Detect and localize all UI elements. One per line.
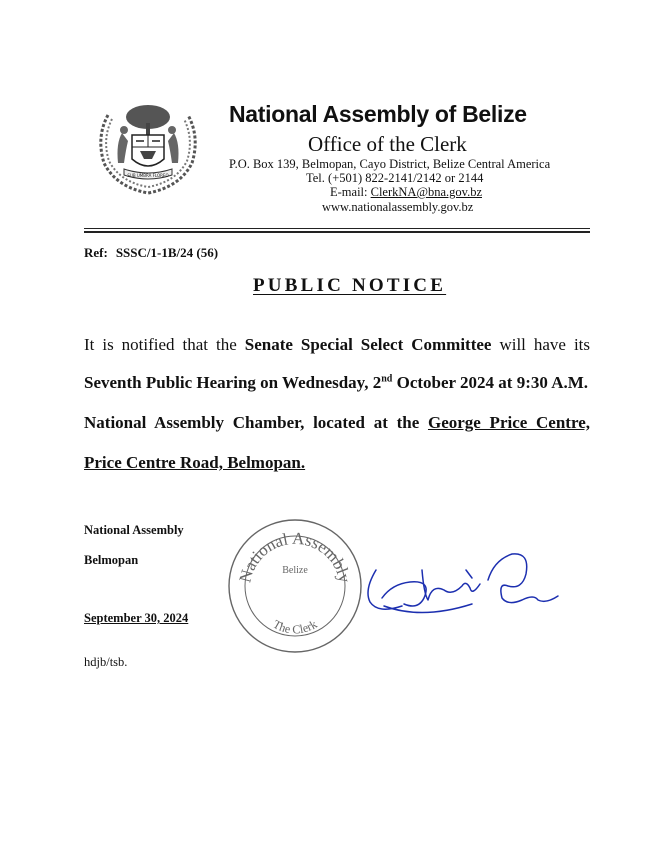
svg-text:SUB UMBRA FLOREO: SUB UMBRA FLOREO	[127, 173, 169, 178]
venue: National Assembly Chamber, located at the	[84, 413, 428, 432]
committee-name: Senate Special Select Committee	[244, 335, 492, 354]
email-link[interactable]: ClerkNA@bna.gov.bz	[370, 185, 482, 199]
reference-initials: hdjb/tsb.	[84, 655, 128, 669]
body-text: at	[494, 373, 517, 392]
postal-address: P.O. Box 139, Belmopan, Cayo District, Belize Central America	[229, 157, 551, 171]
stamp-bottom-text: The Clerk	[270, 616, 320, 637]
hearing-date: on Wednesday, 2	[255, 373, 382, 392]
footer-date: September 30, 2024	[84, 611, 189, 625]
hearing-month: October 2024	[392, 373, 495, 392]
body-line-2	[84, 373, 590, 393]
body-text: It is notified that the	[84, 335, 245, 354]
reference-value: SSSC/1-1B/24 (56)	[115, 245, 219, 260]
body-line-1	[84, 335, 590, 355]
stamp-top-text: National Assembly	[235, 528, 355, 585]
body-line-3	[84, 413, 590, 433]
hearing-name: Seventh Public Hearing	[84, 373, 256, 392]
website: www.nationalassembly.gov.bz	[322, 200, 474, 214]
email-label: E-mail:	[330, 185, 371, 199]
venue-address: Price Centre Road, Belmopan.	[84, 453, 306, 472]
hearing-time: 9:30 A.M.	[516, 373, 589, 392]
body-text: will have its	[491, 335, 591, 354]
reference-label: Ref:	[84, 245, 108, 260]
coat-of-arms-icon	[86, 97, 210, 199]
venue-location: George Price Centre,	[427, 413, 590, 432]
stamp-center: Belize	[282, 565, 308, 576]
email-line	[330, 185, 482, 200]
reference	[84, 245, 218, 261]
signature	[362, 540, 574, 632]
organization-name: National Assembly of Belize	[229, 101, 527, 127]
telephone: Tel. (+501) 822-2141/2142 or 2144	[306, 171, 484, 185]
notice-title: PUBLIC NOTICE	[253, 275, 447, 296]
office-title: Office of the Clerk	[308, 132, 467, 156]
footer-org: National Assembly	[84, 523, 184, 537]
header-divider	[84, 228, 590, 229]
official-stamp-icon	[226, 517, 364, 655]
date-suffix: nd	[381, 373, 393, 385]
body-line-4	[84, 453, 590, 473]
footer-city: Belmopan	[84, 553, 139, 567]
header-divider-thick	[84, 231, 590, 233]
